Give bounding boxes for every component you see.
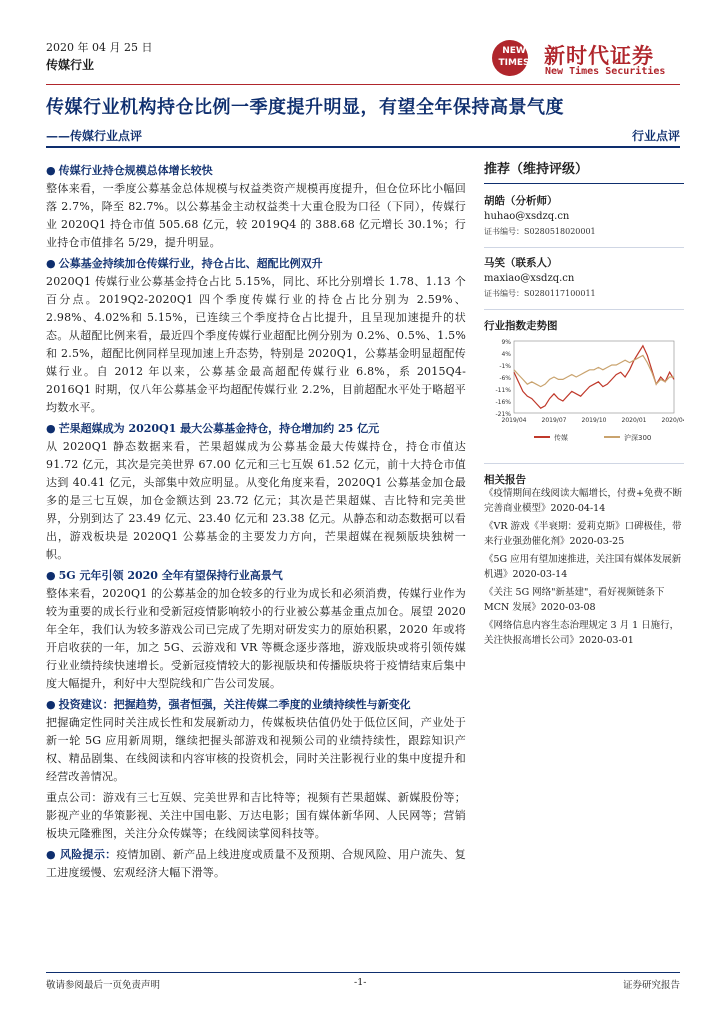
risk-label: 风险提示：: [60, 848, 117, 861]
y-tick-label: -1%: [499, 363, 511, 370]
y-tick-label: -11%: [495, 387, 511, 394]
y-tick-label: -16%: [495, 399, 511, 406]
chart-title: 行业指数走势图: [484, 320, 558, 332]
bullet-icon: ●: [46, 848, 60, 861]
x-tick-label: 2019/07: [541, 417, 567, 424]
analyst-cert: 证书编号：S0280117100011: [484, 289, 596, 298]
section-heading: 传媒行业持仓规模总体增长较快: [58, 164, 213, 177]
section-4: [46, 567, 466, 693]
section-1: [46, 162, 466, 252]
title-rule: [46, 146, 680, 148]
related-report-item[interactable]: 《VR 游戏《半衰期：爱莉克斯》口碑极佳，带来行业强劲催化剂》2020-03-25: [484, 521, 682, 547]
risk-paragraph: [46, 846, 466, 882]
section-paragraph: 整体来看，一季度公募基金总体规模与权益类资产规模再度提升，但仓位环比小幅回落 2.7%，降至 82.7%。以公募基金主动权益类十大重仓股为口径（下同），传媒行业 2020Q1 持仓市值 505.68 亿元，较 2019Q4 的 388.68 亿元增长 30.1%；行业持仓市值排名 5/29，提升明显。: [46, 182, 466, 249]
section-3: [46, 420, 466, 564]
x-tick-label: 2019/04: [501, 417, 527, 424]
x-tick-label: 2020/04: [661, 417, 684, 424]
sidebar: [484, 158, 684, 652]
bullet-icon: ●: [46, 698, 56, 711]
logo-name-cn: 新时代证券: [544, 44, 654, 68]
report-title: 传媒行业机构持仓比例一季度提升明显，有望全年保持高景气度: [46, 97, 564, 118]
main-column: [46, 162, 466, 885]
related-report-item[interactable]: 《5G 应用有望加速推进，关注国有媒体发展新机遇》2020-03-14: [484, 554, 682, 580]
section-paragraph: 整体来看，2020Q1 的公募基金的加仓较多的行业为成长和必须消费，传媒行业作为较为重要的成长行业和受新冠疫情影响较小的行业被公募基金重点加仓。展望 2020 年全年，我们认为较多游戏公司已完成了先期对研发实力的原始积累，2020 年或将开启收获的一年，加之 5G、云游戏和 VR 等概念逐步落地，游戏版块或将引领传媒行业业绩持续快速增长。受新冠疫情较大的影视版块和传播版块将于疫情结束后集中度大幅提升，利好中大型院线和广告公司发展。: [46, 587, 466, 690]
report-subtitle: ——传媒行业点评: [46, 129, 143, 143]
section-paragraph: 2020Q1 传媒行业公募基金持仓占比 5.15%，同比、环比分别增长 1.78、1.13 个百分点。2019Q2-2020Q1 四个季度传媒行业的持仓占比分别为 2.59%、2.98%、4.02%和 5.15%，已连续三个季度持仓占比提升，且呈现加速提升的状态。从超配比例来看，最近四个季度传媒行业超配比例分别为 0.2%、0.5%、1.5%和 2.5%，超配比例同样呈现加速上升态势，特别是 2020Q1，公募基金明显超配传媒行业。自 2012 年以来，公募基金最高超配传媒行业 6.8%，系 2015Q4-2016Q1 时期，仅八年公募基金平均超配传媒行业 2.2%，目前超配水平处于略超平均数水平。: [46, 275, 466, 414]
section-2: [46, 255, 466, 417]
analyst-2: [484, 256, 684, 301]
analyst-email[interactable]: huhao@xsdzq.cn: [484, 211, 570, 222]
footer-disclaimer[interactable]: 敬请参阅最后一页免责声明: [46, 980, 161, 991]
rating-recommendation: 推荐（维持评级）: [484, 158, 684, 184]
footer-doc-type: 证券研究报告: [622, 980, 680, 991]
section-paragraph: 从 2020Q1 静态数据来看，芒果超媒成为公募基金最大传媒持仓，持仓市值达 91.72 亿元，其次是完美世界 67.00 亿元和三七互娱 61.52 亿元，前十大持仓市值达到 40.41 亿元，头部集中效应明显。从变化角度来看，2020Q1 公募基金加仓最多的是三七互娱，加仓金额达到 23.72 亿元；其次是芒果超媒、吉比特和完美世界，分别到达了 23.49 亿元、23.40 亿元和 23.38 亿元。从静态和动态数据可以看出，游戏板块是 2020Q1 公募基金的主要发力方向，芒果超媒在视频版块独树一帜。: [46, 440, 466, 561]
analyst-cert: 证书编号：S0280518020001: [484, 227, 596, 236]
related-report-item[interactable]: 《关注 5G 网络"新基建"，看好视频链条下 MCN 发展》2020-03-08: [484, 587, 665, 613]
x-tick-label: 2020/01: [621, 417, 647, 424]
key-companies-paragraph: 重点公司：游戏有三七互娱、完美世界和吉比特等；视频有芒果超媒、新媒股份等；影视产业的华策影视、关注中国电影、万达电影；国有媒体新华网、人民网等；营销板块元隆雅图，关注分众传媒等；在线阅读掌阅科技等。: [46, 791, 466, 840]
report-date: 2020 年 04 月 25 日: [46, 41, 153, 54]
related-reports-list: [484, 487, 684, 648]
footer-rule: [46, 972, 680, 973]
x-tick-label: 2019/10: [581, 417, 607, 424]
y-tick-label: -21%: [495, 411, 511, 418]
header-rule: [46, 84, 680, 85]
analyst-name: 马笑（联系人）: [484, 257, 558, 269]
investment-section: [46, 696, 466, 882]
logo-mark-line-2: TIMES: [498, 58, 530, 68]
y-tick-label: 4%: [501, 351, 511, 358]
related-report-item[interactable]: 《疫情期间在线阅读大幅增长，付费+免费不断完善商业模型》2020-04-14: [484, 488, 682, 514]
legend-label: 传媒: [554, 434, 568, 442]
investment-heading: 投资建议：把握趋势，强者恒强，关注传媒二季度的业绩持续性与新变化: [58, 698, 411, 711]
industry-label: 传媒行业: [46, 58, 95, 72]
analyst-1: [484, 194, 684, 239]
report-type: 行业点评: [631, 129, 680, 143]
page-number: -1-: [354, 977, 367, 988]
bullet-icon: ●: [46, 422, 56, 435]
section-heading: 5G 元年引领 2020 全年有望保持行业高景气: [58, 569, 283, 582]
series-line-media: [514, 346, 674, 408]
y-tick-label: 9%: [501, 339, 511, 346]
related-report-item[interactable]: 《网络信息内容生态治理规定 3 月 1 日施行，关注快报高增长公司》2020-03-01: [484, 620, 680, 646]
logo-mark-line-1: NEW: [502, 46, 526, 56]
section-heading: 芒果超媒成为 2020Q1 最大公募基金持仓，持仓增加约 25 亿元: [58, 422, 380, 435]
chart-frame: [514, 341, 674, 413]
related-reports-heading: 相关报告: [484, 474, 526, 486]
company-logo-mark: [488, 38, 542, 78]
logo-name-en: New Times Securities: [545, 66, 666, 77]
analyst-name: 胡皓（分析师）: [484, 195, 558, 207]
bullet-icon: ●: [46, 569, 56, 582]
bullet-icon: ●: [46, 164, 56, 177]
index-trend-chart: [484, 333, 684, 455]
risk-text: 疫情加剧、新产品上线进度或质量不及预期、合规风险、用户流失、复工进度缓慢、宏观经济大幅下滑等。: [46, 848, 467, 879]
y-tick-label: -6%: [499, 375, 511, 382]
section-heading: 公募基金持续加仓传媒行业，持仓占比、超配比例双升: [58, 257, 323, 270]
analyst-email[interactable]: maxiao@xsdzq.cn: [484, 273, 575, 284]
bullet-icon: ●: [46, 257, 56, 270]
investment-paragraph: 把握确定性同时关注成长性和发展新动力，传媒板块估值仍处于低位区间，产业处于新一轮 5G 应用新周期，继续把握头部游戏和视频公司的业绩持续性，跟踪知识产权、精品剧集、在线阅读和内容审核的投资机会，同时关注影视行业的集中度提升和经营改善情况。: [46, 716, 466, 783]
series-line-csi300: [514, 355, 674, 386]
legend-label: 沪深300: [624, 434, 652, 442]
